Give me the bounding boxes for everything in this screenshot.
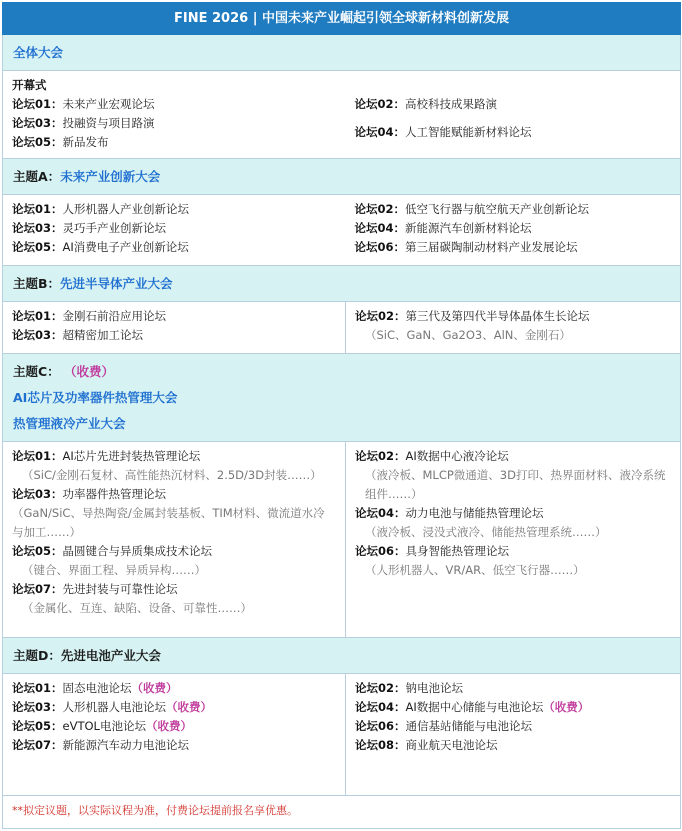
fee-badge: （收费）	[145, 719, 192, 733]
theme-d-right	[346, 674, 681, 796]
list-item: 论坛02：钠电池论坛	[355, 681, 464, 695]
section-title: 全体大会	[13, 45, 64, 60]
list-item: 论坛01：人形机器人产业创新论坛	[12, 202, 190, 216]
footnote: **拟定议题，以实际议程为准，付费论坛提前报名享优惠。	[3, 796, 681, 829]
theme-c-right	[346, 442, 681, 638]
list-item: 论坛06：通信基站储能与电池论坛	[355, 719, 533, 733]
list-item: 论坛07：新能源汽车动力电池论坛	[12, 738, 190, 752]
plenary-left	[3, 71, 346, 156]
plenary-right	[346, 71, 681, 156]
list-item: 论坛03：超精密加工论坛	[12, 328, 144, 342]
theme-c-left	[3, 442, 346, 638]
list-item: 论坛03：人形机器人电池论坛（收费）	[12, 700, 213, 714]
section-header-theme-d: 主题D：先进电池产业大会	[3, 638, 681, 674]
page-title: FINE 2026 | 中国未来产业崛起引领全球新材料创新发展	[3, 3, 681, 35]
plenary-body	[3, 71, 681, 159]
list-item: 论坛03：灵巧手产业创新论坛	[12, 221, 167, 235]
list-item: 论坛06：第三届碳陶制动材料产业发展论坛	[354, 240, 578, 254]
list-item-detail: （金属化、互连、缺陷、设备、可靠性……）	[22, 601, 252, 615]
section-header-theme-c: 主题C： （收费） AI芯片及功率器件热管理大会 热管理液冷产业大会	[3, 354, 681, 442]
list-item: 论坛04：新能源汽车创新材料论坛	[354, 221, 532, 235]
fee-badge: （收费）	[543, 700, 590, 714]
list-item: 论坛05：新品发布	[12, 135, 109, 149]
list-item: 论坛03：功率器件热管理论坛	[12, 487, 167, 501]
theme-b-right	[346, 302, 681, 354]
list-item: 论坛05：eVTOL电池论坛（收费）	[12, 719, 192, 733]
section-header-theme-b: 主题B：先进半导体产业大会	[3, 266, 681, 302]
section-header-theme-a: 主题A：未来产业创新大会	[3, 159, 681, 195]
theme-d-left	[3, 674, 346, 796]
fee-badge: （收费）	[64, 364, 115, 379]
list-item: 论坛01：AI芯片先进封装热管理论坛	[12, 449, 201, 463]
list-item: 论坛05：晶圆键合与异质集成技术论坛	[12, 544, 213, 558]
list-item: 论坛01：固态电池论坛（收费）	[12, 681, 178, 695]
list-item: 论坛04：AI数据中心储能与电池论坛（收费）	[355, 700, 590, 714]
list-item-detail: （键合、界面工程、异质异构……）	[22, 563, 206, 577]
list-item: 论坛06：具身智能热管理论坛	[355, 544, 510, 558]
fee-badge: （收费）	[166, 700, 213, 714]
theme-b-left	[3, 302, 346, 354]
opening-label: 开幕式	[12, 78, 47, 92]
theme-a-right	[346, 195, 681, 261]
list-item: 论坛04：人工智能赋能新材料论坛	[354, 125, 532, 139]
list-item: 论坛02：高校科技成果路演	[354, 97, 498, 111]
section-header-plenary	[3, 35, 681, 71]
list-item-detail: （液冷板、浸没式液冷、储能热管理系统……）	[365, 525, 607, 539]
list-item: 论坛07：先进封装与可靠性论坛	[12, 582, 178, 596]
list-item: 论坛03：投融资与项目路演	[12, 116, 155, 130]
list-item: 论坛02：第三代及第四代半导体晶体生长论坛	[355, 309, 590, 323]
list-item: 论坛04：动力电池与储能热管理论坛	[355, 506, 544, 520]
list-item: 论坛02：AI数据中心液冷论坛	[355, 449, 509, 463]
theme-a-body	[3, 195, 681, 266]
list-item: 论坛01：金刚石前沿应用论坛	[12, 309, 167, 323]
fee-badge: （收费）	[131, 681, 178, 695]
list-item-detail: （液冷板、MLCP微通道、3D打印、热界面材料、液冷系统组件……）	[365, 468, 666, 501]
agenda-table	[2, 2, 681, 829]
list-item-detail: （GaN/SiC、导热陶瓷/金属封装基板、TIM材料、微流道水冷与加工……）	[12, 506, 325, 539]
list-item: 论坛05：AI消费电子产业创新论坛	[12, 240, 189, 254]
list-item: 论坛08：商业航天电池论坛	[355, 738, 498, 752]
list-item: 论坛01：未来产业宏观论坛	[12, 97, 155, 111]
list-item-detail: （SiC、GaN、Ga2O3、AlN、金刚石）	[365, 328, 571, 342]
theme-a-left	[3, 195, 346, 261]
list-item: 论坛02：低空飞行器与航空航天产业创新论坛	[354, 202, 590, 216]
list-item-detail: （SiC/金刚石复材、高性能热沉材料、2.5D/3D封装……）	[22, 468, 322, 482]
list-item-detail: （人形机器人、VR/AR、低空飞行器……）	[365, 563, 585, 577]
agenda-table-wrapper	[2, 2, 680, 829]
